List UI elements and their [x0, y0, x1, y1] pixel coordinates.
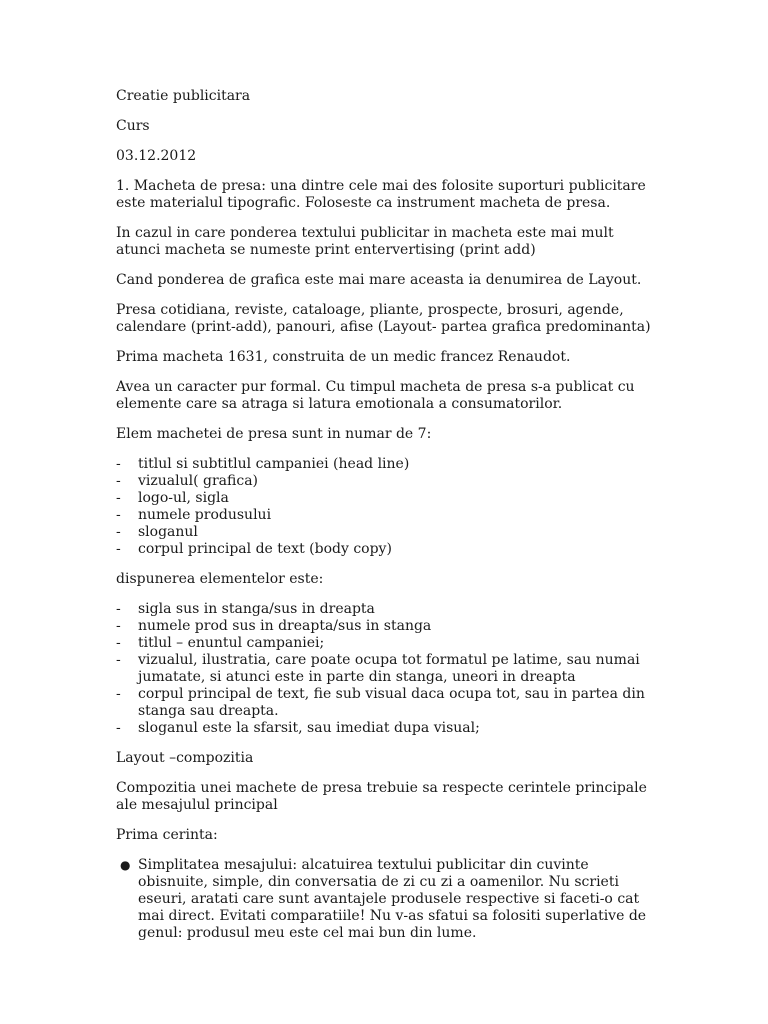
requirements-list [116, 857, 656, 942]
paragraph-layout: Cand ponderea de grafica este mai mare aceasta ia denumirea de Layout. [116, 272, 642, 288]
paragraph-first-requirement: Prima cerinta: [116, 827, 218, 843]
paragraph-composition: Compozitia unei machete de presa trebuie sa respecte cerintele principale ale mesajulul principal [116, 780, 647, 813]
list-item: - sloganul este la sfarsit, sau imediat dupa visual; [116, 720, 480, 736]
elements-list [116, 456, 656, 558]
list-item: - titlul si subtitlul campaniei (head line) [116, 456, 410, 472]
paragraph-first-macheta: Prima macheta 1631, construita de un medic francez Renaudot. [116, 349, 571, 365]
dash-marker: - [116, 635, 121, 651]
list-item: - corpul principal de text (body copy) [116, 541, 392, 557]
document-subtitle: Curs [116, 118, 150, 134]
dash-marker: - [116, 720, 121, 736]
list-item: - titlul – enuntul campaniei; [116, 635, 325, 651]
arrangement-list [116, 601, 656, 737]
list-item: - vizualul, ilustratia, care poate ocupa tot formatul pe latime, sau numai jumatate, si atunci este in parte din stanga, uneori in dreapta [116, 652, 640, 685]
dash-marker: - [116, 507, 121, 523]
dash-marker: - [116, 618, 121, 634]
paragraph-media-types: Presa cotidiana, reviste, cataloage, pliante, prospecte, brosuri, agende, calendare (print-add), panouri, afise (Layout- partea grafica predominanta) [116, 302, 651, 335]
list-item: ● Simplitatea mesajului: alcatuirea textului publicitar din cuvinte obisnuite, simple, din conversatia de zi cu zi a oamenilor. Nu scrieti eseuri, aratati care sunt avantajele produsele respective si faceti-o cat mai direct. Evitati comparatiile! Nu v-as sfatui sa folositi superlative de genul: produsul meu este cel mai bun din lume. [120, 857, 647, 941]
list-item: - numele produsului [116, 507, 272, 523]
bullet-marker: ● [120, 858, 131, 872]
list-item: - sigla sus in stanga/sus in dreapta [116, 601, 375, 617]
paragraph-print-advertising: In cazul in care ponderea textului publicitar in macheta este mai mult atunci macheta se numeste print entervertising (print add) [116, 225, 614, 258]
list-item: - numele prod sus in dreapta/sus in stanga [116, 618, 432, 634]
paragraph-elements-intro: Elem machetei de presa sunt in numar de 7: [116, 426, 432, 442]
document-date: 03.12.2012 [116, 148, 197, 164]
document-title: Creatie publicitara [116, 88, 251, 104]
dash-marker: - [116, 652, 121, 668]
paragraph-arrangement-intro: dispunerea elementelor este: [116, 571, 324, 587]
dash-marker: - [116, 541, 121, 557]
dash-marker: - [116, 473, 121, 489]
dash-marker: - [116, 601, 121, 617]
list-item: - logo-ul, sigla [116, 490, 229, 506]
dash-marker: - [116, 524, 121, 540]
paragraph-layout-heading: Layout –compozitia [116, 750, 254, 766]
document-body [116, 88, 656, 955]
paragraph-macheta-definition: 1. Macheta de presa: una dintre cele mai des folosite suporturi publicitare este materialul tipografic. Foloseste ca instrument macheta de presa. [116, 178, 646, 211]
dash-marker: - [116, 490, 121, 506]
paragraph-character: Avea un caracter pur formal. Cu timpul macheta de presa s-a publicat cu elemente care sa atraga si latura emotionala a consumatorilor. [116, 379, 635, 412]
dash-marker: - [116, 686, 121, 702]
dash-marker: - [116, 456, 121, 472]
list-item: - sloganul [116, 524, 198, 540]
list-item: - corpul principal de text, fie sub visual daca ocupa tot, sau in partea din stanga sau dreapta. [116, 686, 645, 719]
list-item: - vizualul( grafica) [116, 473, 258, 489]
